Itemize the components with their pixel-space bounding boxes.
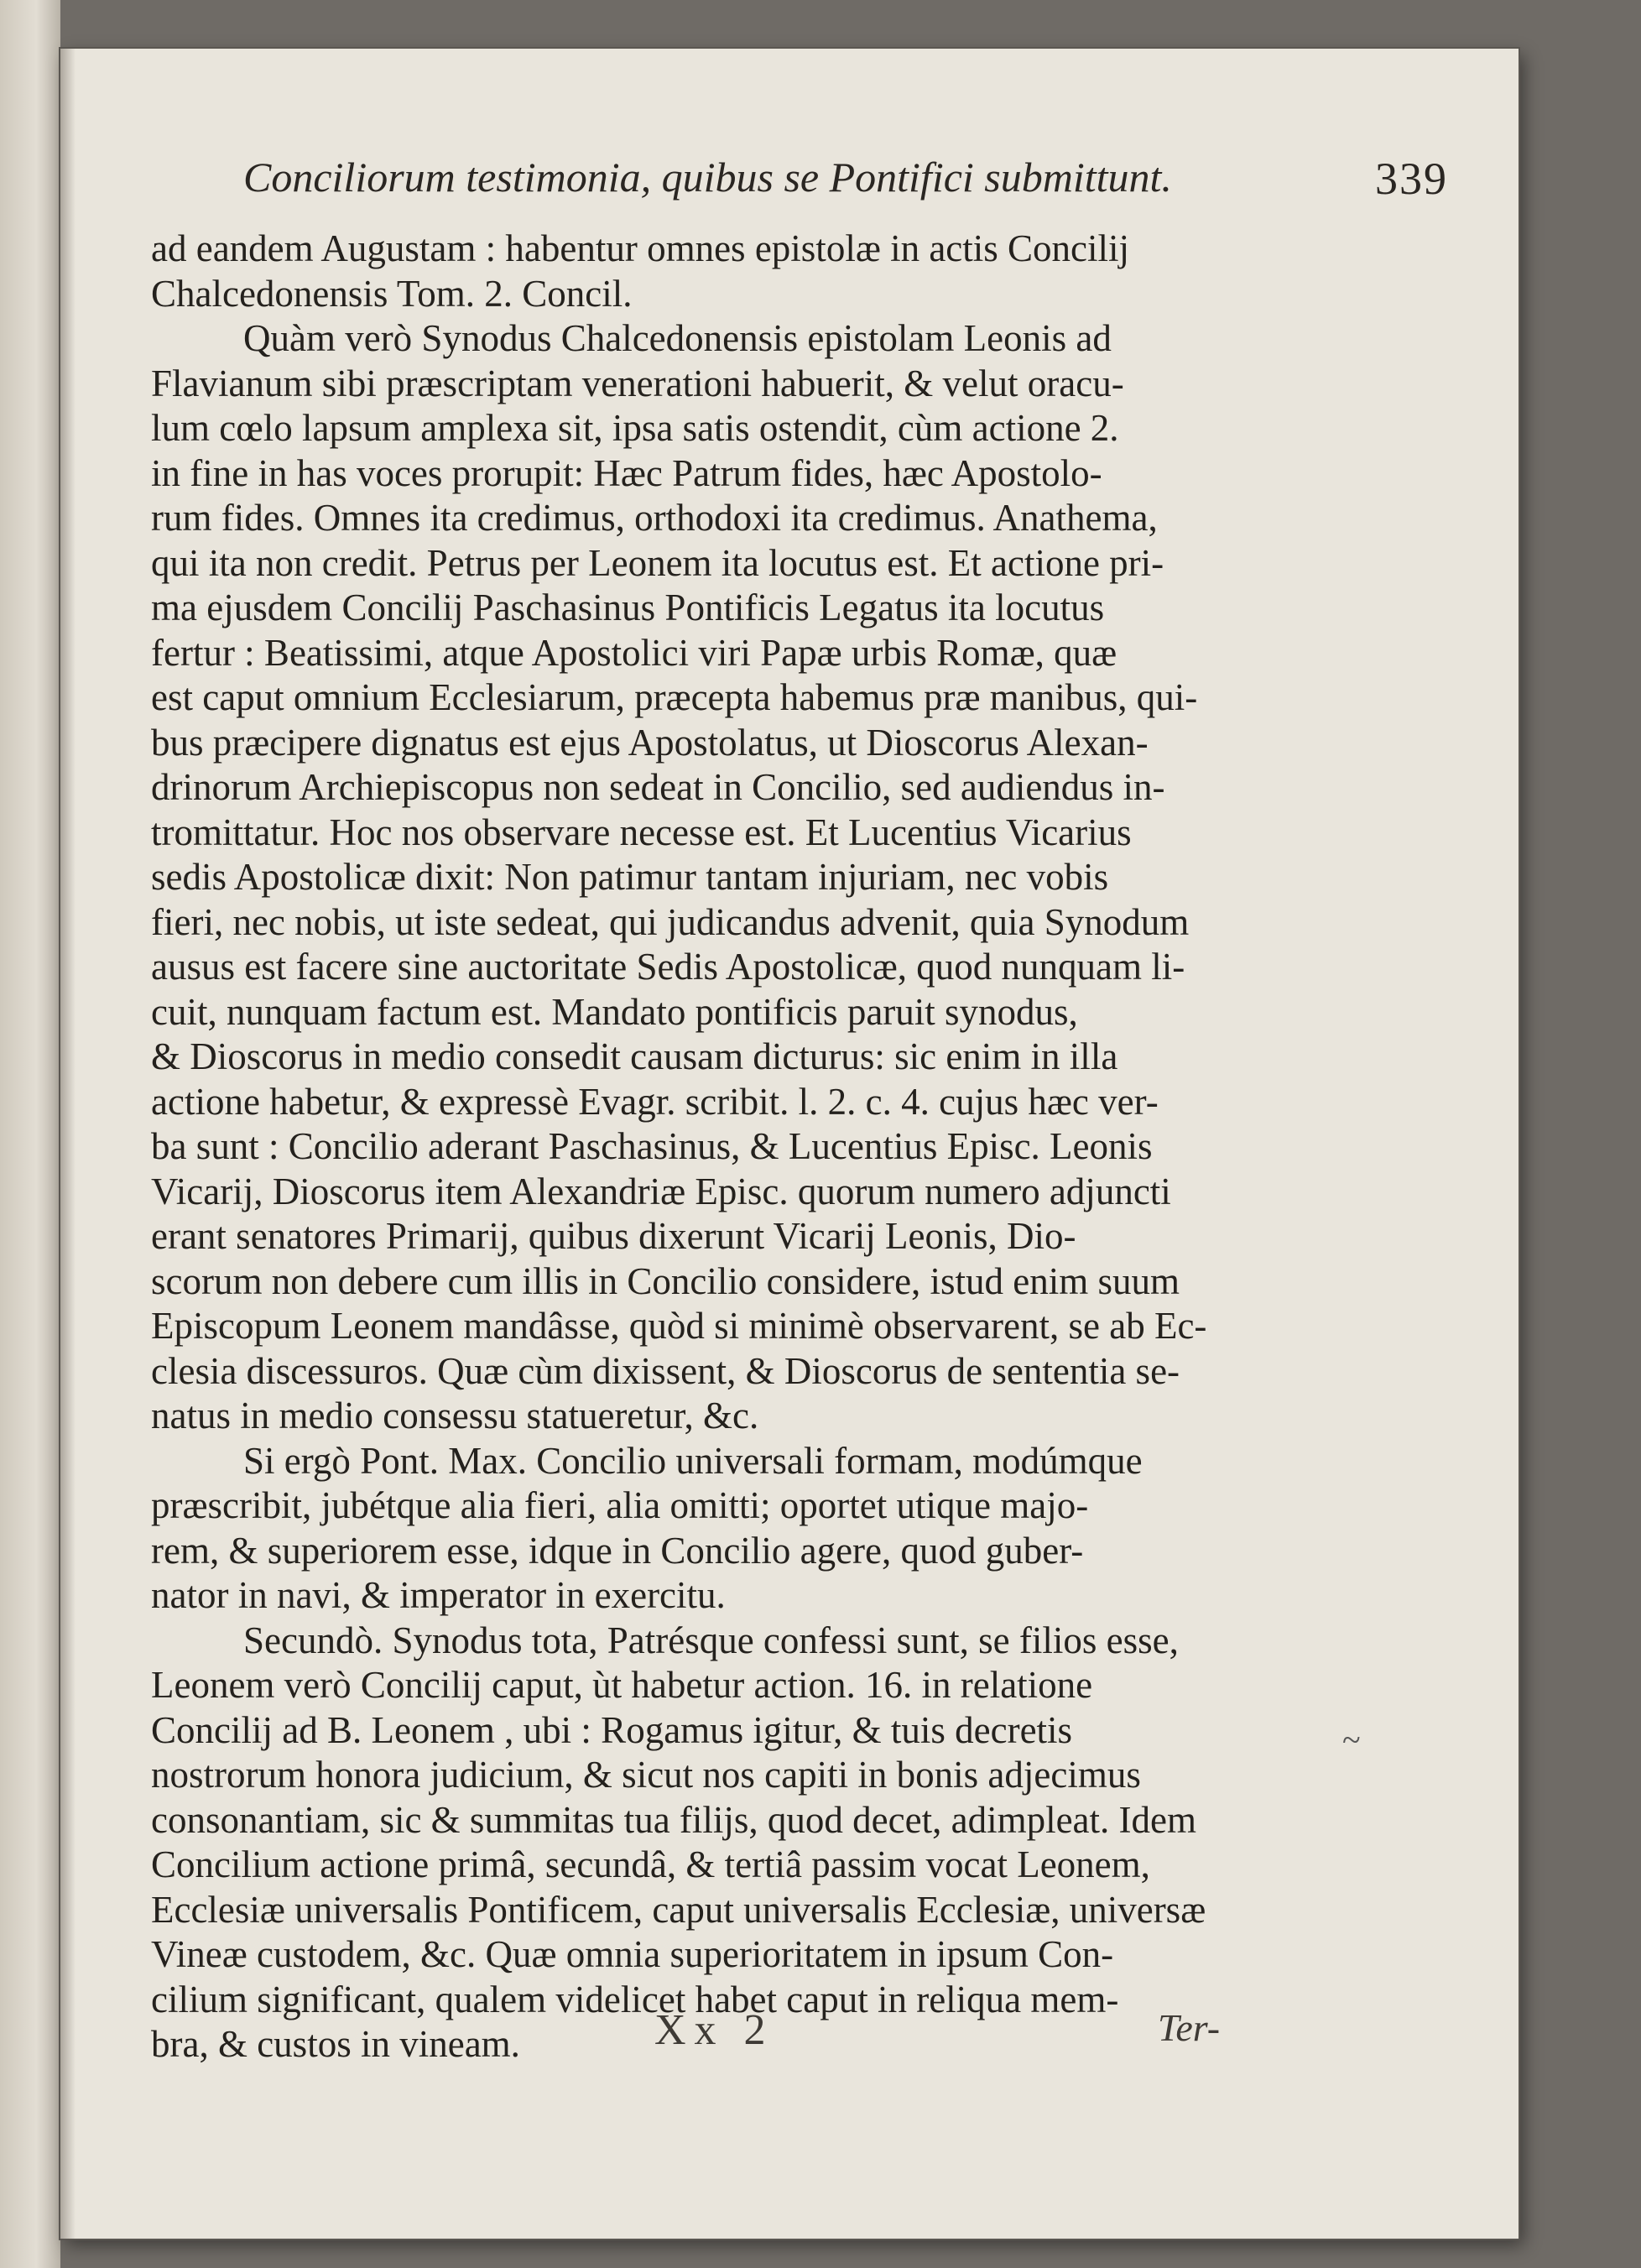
- text-line: Si ergò Pont. Max. Concilio universali formam, modúmque: [243, 1439, 1143, 1482]
- text-line: Secundò. Synodus tota, Patrésque confessi sunt, se filios esse,: [243, 1619, 1179, 1661]
- text-line: natus in medio consessu statueretur, &c.: [151, 1395, 759, 1436]
- text-line: ba sunt : Concilio aderant Paschasinus, & Lucentius Episc. Leonis: [151, 1125, 1153, 1167]
- text-line: consonantiam, sic & summitas tua filijs, quod decet, adimpleat. Idem: [151, 1798, 1196, 1841]
- text-line: nator in navi, & imperator in exercitu.: [151, 1574, 726, 1616]
- text-line: cuit, nunquam factum est. Mandato pontificis paruit synodus,: [151, 990, 1078, 1033]
- printer-signature: Xx 2: [654, 2006, 774, 2054]
- text-line: tromittatur. Hoc nos observare necesse est. Et Lucentius Vicarius: [151, 811, 1132, 853]
- running-head: Conciliorum testimonia, quibus se Pontifici submittunt.: [243, 154, 1172, 201]
- text-line: ad eandem Augustam : habentur omnes epistolæ in actis Concilij: [151, 227, 1130, 269]
- text-line: cilium significant, qualem videlicet habet caput in reliqua mem-: [151, 1978, 1119, 2020]
- text-line: lum cœlo lapsum amplexa sit, ipsa satis ostendit, cùm actione 2.: [151, 407, 1119, 449]
- text-line: ma ejusdem Concilij Paschasinus Pontificis Legatus ita locutus: [151, 587, 1105, 628]
- text-line: nostrorum honora judicium, & sicut nos capiti in bonis adjecimus: [151, 1754, 1141, 1796]
- page-number: 339: [1375, 154, 1448, 204]
- margin-ink-mark: [1342, 1720, 1393, 1737]
- text-line: Concilij ad B. Leonem , ubi : Rogamus igitur, & tuis decretis: [151, 1708, 1073, 1751]
- text-line: clesia discessuros. Quæ cùm dixissent, & Dioscorus de sententia se-: [151, 1349, 1180, 1392]
- text-line: Chalcedonensis Tom. 2. Concil.: [151, 272, 633, 315]
- text-line: præscribit, jubétque alia fieri, alia omitti; oportet utique majo-: [151, 1484, 1089, 1526]
- text-line: & Dioscorus in medio consedit causam dicturus: sic enim in illa: [151, 1035, 1118, 1077]
- text-line: bus præcipere dignatus est ejus Apostolatus, ut Dioscorus Alexan-: [151, 721, 1149, 764]
- text-line: Concilium actione primâ, secundâ, & tertiâ passim vocat Leonem,: [151, 1843, 1150, 1885]
- text-line: fieri, nec nobis, ut iste sedeat, qui judicandus advenit, quia Synodum: [151, 900, 1190, 943]
- text-line: est caput omnium Ecclesiarum, præcepta habemus præ manibus, qui-: [151, 676, 1198, 718]
- text-line: rem, & superiorem esse, idque in Concilio agere, quod guber-: [151, 1529, 1084, 1572]
- text-line: qui ita non credit. Petrus per Leonem ita locutus est. Et actione pri-: [151, 541, 1164, 584]
- text-line: Vicarij, Dioscorus item Alexandriæ Episc. quorum numero adjuncti: [151, 1170, 1171, 1212]
- text-line: sedis Apostolicæ dixit: Non patimur tantam injuriam, nec vobis: [151, 856, 1109, 898]
- text-line: actione habetur, & expressè Evagr. scribit. l. 2. c. 4. cujus hæc ver-: [151, 1080, 1159, 1123]
- text-line: in fine in has voces prorupit: Hæc Patrum fides, hæc Apostolo-: [151, 451, 1102, 494]
- text-line: Vineæ custodem, &c. Quæ omnia superioritatem in ipsum Con-: [151, 1933, 1114, 1975]
- text-line: scorum non debere cum illis in Concilio considere, istud enim suum: [151, 1259, 1180, 1302]
- text-line: Ecclesiæ universalis Pontificem, caput universalis Ecclesiæ, universæ: [151, 1888, 1206, 1931]
- text-line: drinorum Archiepiscopus non sedeat in Concilio, sed audiendus in-: [151, 766, 1165, 808]
- text-line: rum fides. Omnes ita credimus, orthodoxi ita credimus. Anathema,: [151, 497, 1158, 539]
- previous-page-edge: [0, 0, 60, 2268]
- text-line: Flavianum sibi præscriptam venerationi habuerit, & velut oracu-: [151, 362, 1124, 404]
- text-line: ausus est facere sine auctoritate Sedis Apostolicæ, quod nunquam li-: [151, 946, 1185, 988]
- catchword: Ter-: [1158, 2006, 1221, 2049]
- binding-gutter-shadow: [60, 49, 76, 2239]
- text-line: Leonem verò Concilij caput, ùt habetur action. 16. in relatione: [151, 1664, 1093, 1706]
- text-line: bra, & custos in vineam.: [151, 2023, 520, 2065]
- body-text: [151, 227, 1300, 2067]
- text-line: Episcopum Leonem mandâsse, quòd si minimè observarent, se ab Ec-: [151, 1305, 1207, 1347]
- text-line: erant senatores Primarij, quibus dixerunt Vicarij Leonis, Dio-: [151, 1215, 1076, 1257]
- text-line: fertur : Beatissimi, atque Apostolici viri Papæ urbis Romæ, quæ: [151, 631, 1117, 674]
- text-line: Quàm verò Synodus Chalcedonensis epistolam Leonis ad: [243, 317, 1112, 359]
